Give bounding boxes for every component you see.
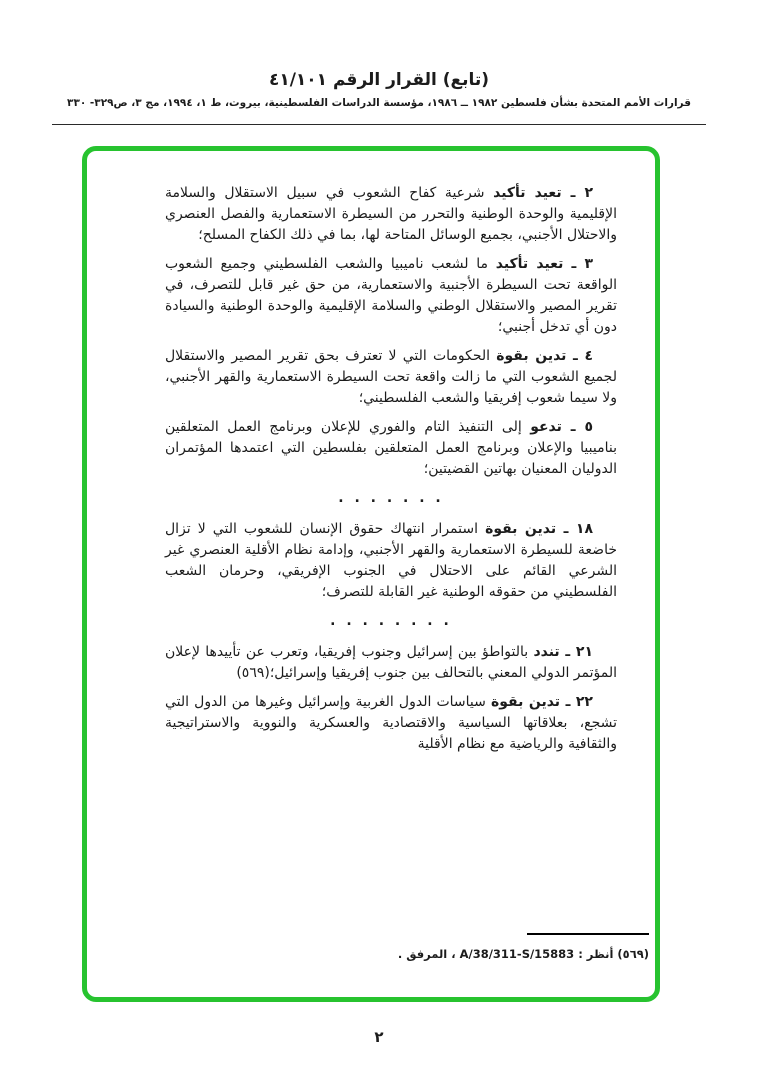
paragraph-4-text: الحكومات التي لا تعترف بحق تقرير المصير والاستقلال لجميع الشعوب التي ما زالت واقعة تحت السيطرة الاستعمارية والقهر الأجنبي، ولا سيما شعوب إفريقيا والشعب الفلسطيني؛ [165,348,617,406]
paragraph-5-text: إلى التنفيذ التام والفوري للإعلان وبرنامج العمل المتعلقين بناميبيا والإعلان وبرنامج العمل المتعلقين بفلسطين التي اعتمدها المؤتمران الدوليان المعنيان بهاتين القضيتين؛ [165,419,617,477]
paragraph-18 [165,519,617,603]
green-border-frame [82,146,660,1002]
dots-separator-2: . . . . . . . . [330,613,452,629]
paragraph-5-lead: ٥ ـ تدعو [530,419,593,435]
paragraph-4 [165,346,617,409]
source-citation: قرارات الأمم المتحدة بشأن فلسطين ١٩٨٢ ــ ١٩٨٦، مؤسسة الدراسات الفلسطينية، بيروت، ط ١، ١٩٩٤، مج ٣، ص٣٢٩- ٣٣٠ [67,97,691,109]
paragraph-21 [165,642,617,684]
paragraph-21-text: بالتواطؤ بين إسرائيل وجنوب إفريقيا، وتعرب عن تأييدها لإعلان المؤتمر الدولي المعني بالتحالف بين جنوب إفريقيا وإسرائيل؛(٥٦٩) [165,644,617,681]
page-header [0,70,758,109]
footnote-divider [527,933,649,935]
paragraph-2-lead: ٢ ـ تعيد تأكيد [493,185,593,201]
paragraph-2 [165,183,617,246]
paragraph-22-lead: ٢٢ ـ تدين بقوة [490,694,593,710]
paragraph-18-text: استمرار انتهاك حقوق الإنسان للشعوب التي لا تزال خاضعة للسيطرة الاستعمارية والقهر الأجنبي، وإدامة نظام الأقلية العنصري غير الشرعي القائم على الاحتلال في الجنوب الإفريقي، وحرمان الشعب الفلسطيني من حقوقه الوطنية غير القابلة للتصرف؛ [165,521,617,600]
paragraph-2-text: شرعية كفاح الشعوب في سبيل الاستقلال والسلامة الإقليمية والوحدة الوطنية والتحرر من السيطرة الاستعمارية والفصل العنصري والاحتلال الأجنبي، بجميع الوسائل المتاحة لها، بما في ذلك الكفاح المسلح؛ [165,185,617,243]
dots-separator-1: . . . . . . . [338,490,444,506]
paragraph-4-lead: ٤ ـ تدين بقوة [496,348,593,364]
paragraph-3 [165,254,617,338]
paragraph-21-lead: ٢١ ـ تندد [533,644,593,660]
paragraph-3-lead: ٣ ـ تعيد تأكيد [495,256,594,272]
paragraph-5 [165,417,617,480]
paragraph-22 [165,692,617,755]
resolution-title: (تابع) القرار الرقم ٤١/١٠١ [268,70,490,90]
page-number: ٢ [374,1028,384,1046]
paragraph-3-text: ما لشعب ناميبيا والشعب الفلسطيني وجميع الشعوب الواقعة تحت السيطرة الأجنبية والاستعمارية، من حق غير قابل للتصرف، في تقرير المصير والاستقلال الوطني والسلامة الإقليمية والوحدة الوطنية والسيادة دون أي تدخل أجنبي؛ [165,256,617,335]
footnote-text: (٥٦٩) أنظر : A/38/311-S/15883 ، المرفق . [397,947,649,961]
paragraph-22-text: سياسات الدول الغربية وإسرائيل وغيرها من الدول التي تشجع، بعلاقاتها السياسية والاقتصادية والعسكرية والنووية والاستراتيجية والثقافية والرياضية مع نظام الأقلية [165,694,617,752]
paragraph-18-lead: ١٨ ـ تدين بقوة [485,521,593,537]
header-divider [52,124,706,125]
resolution-text-block [165,183,617,763]
